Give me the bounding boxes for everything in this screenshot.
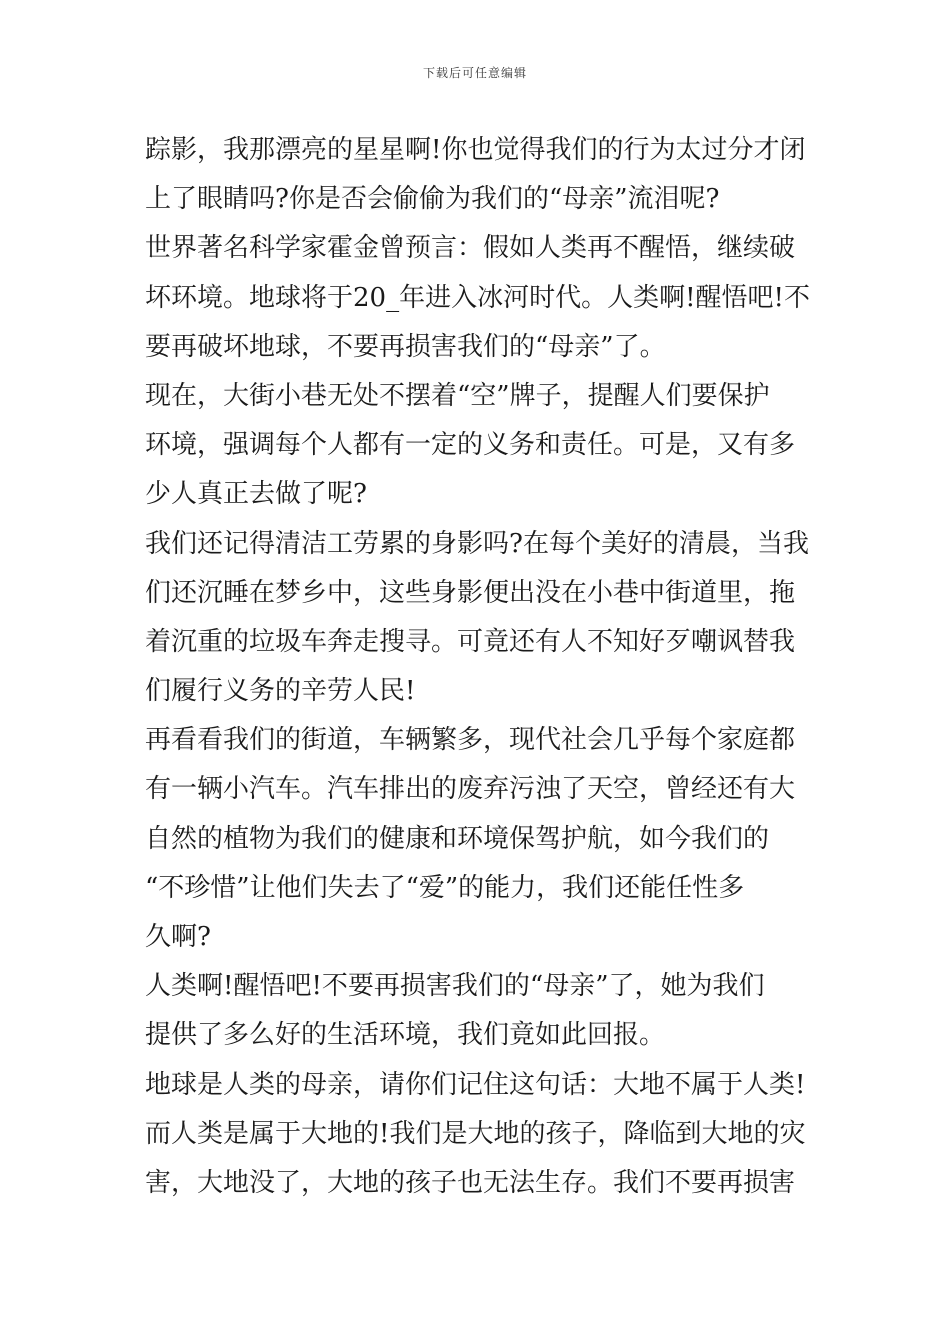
text-line: 踪影，我那漂亮的星星啊!你也觉得我们的行为太过分才闭 [145, 135, 806, 165]
text-line: 着沉重的垃圾车奔走搜寻。可竟还有人不知好歹嘲讽替我 [145, 626, 796, 657]
text-line: 环境，强调每个人都有一定的义务和责任。可是，又有多 [145, 430, 796, 461]
text-line: 有一辆小汽车。汽车排出的废弃污浊了天空，曾经还有大 [145, 774, 796, 805]
text-line: 地球是人类的母亲，请你们记住这句话：大地不属于人类! [145, 1069, 806, 1100]
text-line: 们还沉睡在梦乡中，这些身影便出没在小巷中街道里，拖 [145, 577, 796, 608]
text-line: 要再破坏地球，不要再损害我们的“母亲”了。 [145, 331, 666, 362]
text-line: “不珍惜”让他们失去了“爱”的能力，我们还能任性多 [145, 872, 745, 903]
text-line: 而人类是属于大地的!我们是大地的孩子，降临到大地的灾 [145, 1118, 806, 1149]
text-line: 人类啊!醒悟吧!不要再损害我们的“母亲”了，她为我们 [145, 971, 765, 1002]
text-line: 现在，大街小巷无处不摆着“空”牌子，提醒人们要保护 [145, 380, 770, 411]
text-line: 提供了多么好的生活环境，我们竟如此回报。 [145, 1020, 666, 1051]
text-line: 上了眼睛吗?你是否会偷偷为我们的“母亲”流泪呢? [145, 184, 720, 215]
text-line: 们履行义务的辛劳人民! [145, 676, 416, 707]
page-header-note: 下载后可任意编辑 [422, 66, 527, 80]
text-line: 少人真正去做了呢? [145, 479, 367, 510]
text-line: 世界著名科学家霍金曾预言：假如人类再不醒悟，继续破 [145, 233, 796, 264]
text-line: 再看看我们的街道，车辆繁多，现代社会几乎每个家庭都 [145, 725, 796, 756]
text-line: 久啊? [145, 922, 211, 952]
text-line: 我们还记得清洁工劳累的身影吗?在每个美好的清晨，当我 [145, 528, 809, 559]
document-body [145, 126, 810, 1208]
text-line: 害，大地没了，大地的孩子也无法生存。我们不要再损害 [145, 1167, 796, 1198]
text-line: 坏环境。地球将于20_年进入冰河时代。人类啊!醒悟吧!不 [145, 282, 810, 313]
text-line: 自然的植物为我们的健康和环境保驾护航，如今我们的 [145, 823, 770, 854]
